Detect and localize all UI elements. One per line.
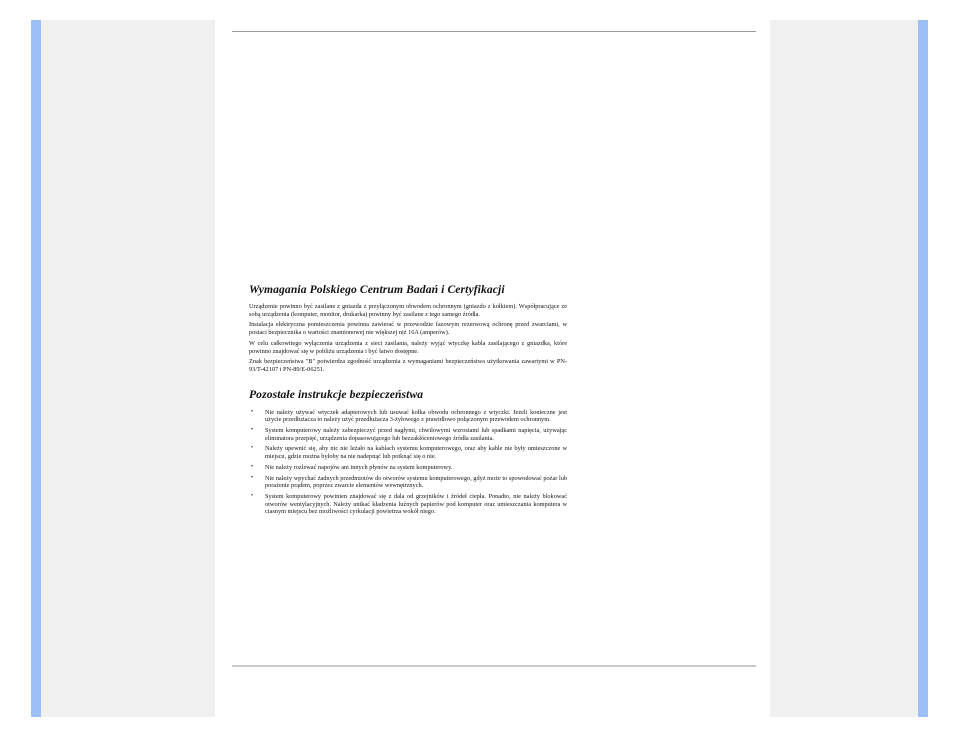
bullet-icon: • bbox=[251, 445, 254, 452]
paragraph: Znak bezpieczeństwa "B" potwierdza zgodność urządzenia z wymaganiami bezpieczeństwa użytkowania zawartymi w PN-93/T-42107 i PN-89/E-06251. bbox=[249, 358, 567, 373]
left-frame-accent bbox=[31, 20, 41, 717]
list-item bbox=[249, 427, 567, 442]
paragraph: Instalacja elektryczna pomieszczenia powinna zawierać w przewodzie fazowym rezerwową ochronę przed zwarciami, w postaci bezpiecznika o wartości znamionowej nie większej niż 16A (amperów). bbox=[249, 321, 567, 337]
list-item-text: Należy upewnić się, aby nic nie leżało na kablach systemu komputerowego, oraz aby kable nie były umieszczone w miejscu, gdzie można byłoby na nie nadepnąć lub potknąć się o nie. bbox=[265, 445, 567, 461]
right-frame-accent bbox=[918, 20, 928, 717]
safety-instructions-list bbox=[249, 409, 567, 516]
section-title-pcbc: Wymagania Polskiego Centrum Badań i Certyfikacji bbox=[249, 283, 505, 296]
list-item-text: System komputerowy należy zabezpieczyć przed nagłymi, chwilowymi wzrostami lub spadkami napięcia, używając eliminatora przepięć, urządzenia dopasowującego lub bezzakłóceniowego źródła zasilania. bbox=[265, 427, 567, 442]
paragraph: Urządzenie powinno być zasilane z gniazda z przyłączonym obwodem ochronnym (gniazdo z kołkiem). Współpracujące ze sobą urządzenia (komputer, monitor, drukarka) powinny być zasilane z tego samego źródła. bbox=[249, 303, 567, 318]
list-item bbox=[249, 409, 567, 424]
list-item bbox=[249, 475, 567, 490]
bullet-icon: • bbox=[251, 408, 254, 415]
section-title-other-safety: Pozostałe instrukcje bezpieczeństwa bbox=[249, 387, 424, 401]
document-content bbox=[249, 283, 567, 519]
list-item-text: Nie należy wpychać żadnych przedmiotów do otworów systemu komputerowego, gdyż może to spowodować pożar lub porażenie prądem, poprzez zwarcie elementów wewnętrznych. bbox=[265, 474, 567, 490]
bullet-icon: • bbox=[251, 463, 254, 470]
bullet-icon: • bbox=[251, 492, 254, 499]
left-margin-panel bbox=[41, 20, 215, 717]
right-margin-panel bbox=[770, 20, 918, 717]
paragraph: W celu całkowitego wyłączenia urządzenia z sieci zasilania, należy wyjąć wtyczkę kabla zasilającego z gniazdka, które powinno znajdować się w pobliżu urządzenia i być łatwo dostępne. bbox=[249, 339, 567, 355]
bullet-icon: • bbox=[251, 427, 254, 434]
bullet-icon: • bbox=[251, 474, 254, 481]
list-item-text: System komputerowy powinien znajdować się z dala od grzejników i źródeł ciepła. Ponadto, nie należy blokować otworów wentylacyjnych. Należy unikać kładzenia luźnych papierów pod komputer oraz umieszczania komputera w ciasnym miejscu bez możliwości cyrkulacji powietrza wokół niego. bbox=[265, 492, 567, 516]
list-item bbox=[249, 445, 567, 460]
list-item bbox=[249, 493, 567, 516]
list-item-text: Nie należy używać wtyczek adapterowych lub usuwać kołka obwodu ochronnego z wtyczki. Jeżeli konieczne jest użycie przedłużacza to należy użyć przedłużacza 3-żyłowego z prawidłowo połączonym przewodem ochronnym. bbox=[265, 408, 567, 424]
top-divider bbox=[232, 31, 756, 32]
list-item-text: Nie należy rozlewać napojów ani innych płynów na system komputerowy. bbox=[265, 463, 453, 471]
bottom-divider bbox=[232, 665, 756, 667]
list-item bbox=[249, 464, 567, 472]
